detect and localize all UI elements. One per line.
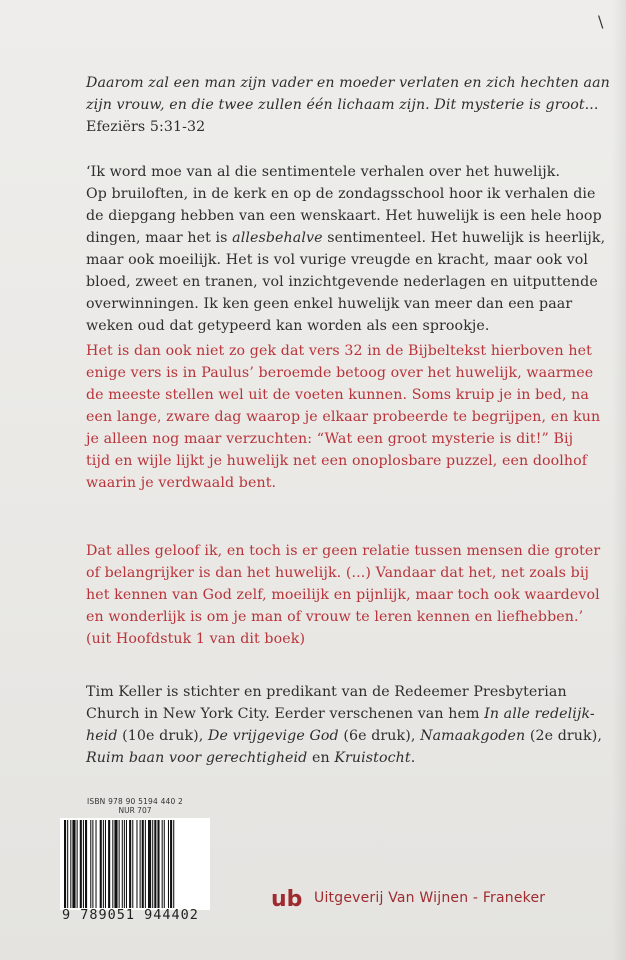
- paragraph-line: Dat alles geloof ik, en toch is er geen relatie tussen mensen die groter: [86, 543, 601, 559]
- paragraph-line: een lange, zware dag waarop je elkaar probeerde te begrijpen, en kun: [86, 409, 601, 425]
- intro-line: Daarom zal een man zijn vader en moeder verlaten en zich hechten aan: [86, 75, 610, 91]
- barcode-bar: [112, 820, 113, 908]
- intro-reference: Efeziërs 5:31-32: [86, 119, 206, 135]
- barcode-bar: [83, 820, 84, 908]
- paragraph-line: tijd en wijle lijkt je huwelijk net een onoplosbare puzzel, een doolhof: [86, 453, 588, 469]
- barcode-bar: [122, 820, 123, 908]
- barcode-bar: [90, 820, 91, 908]
- text-run: .: [410, 750, 416, 766]
- barcode-bar: [136, 820, 137, 908]
- paragraph-line: ‘Ik word moe van al die sentimentele verhalen over het huwelijk.: [86, 164, 561, 180]
- text-run: sentimenteel. Het huwelijk is heerlijk,: [322, 230, 606, 246]
- bio-line: [86, 725, 602, 747]
- barcode-block: [60, 797, 210, 923]
- book-title: Kruistocht: [334, 750, 411, 766]
- barcode-bar: [162, 820, 163, 908]
- barcode-bar: [170, 820, 172, 908]
- paragraph-line: Het is dan ook niet zo gek dat vers 32 in de Bijbeltekst hierboven het: [86, 343, 592, 359]
- text-run: (2e druk),: [525, 728, 602, 744]
- paragraph-line: de meeste stellen wel uit de voeten kunnen. Soms kruip je in bed, na: [86, 387, 589, 403]
- barcode-bar: [157, 820, 159, 908]
- spine-shadow: [612, 0, 626, 960]
- book-title: heid: [86, 728, 118, 744]
- barcode-bar: [148, 820, 151, 908]
- book-title: De vrijgevige God: [208, 728, 339, 744]
- paragraph-line: enige vers is in Paulus’ beroemde betoog over het huwelijk, waarmee: [86, 365, 594, 381]
- paragraph-1: [86, 161, 606, 337]
- bio-line: [86, 747, 586, 769]
- barcode-bar: [64, 820, 66, 908]
- barcode-bar: [140, 820, 141, 908]
- intro-quote: [86, 72, 610, 138]
- emphasis-text: allesbehalve: [232, 230, 323, 246]
- barcode-bar: [114, 820, 117, 908]
- barcode-bar: [154, 820, 156, 908]
- bio-line: [86, 703, 595, 725]
- barcode-bar: [85, 820, 87, 908]
- barcode-bar: [152, 820, 153, 908]
- paragraph-line: maar ook moeilijk. Het is vol vurige vreugde en kracht, maar ook vol: [86, 252, 589, 268]
- paragraph-line: je alleen nog maar verzuchten: “Wat een groot mysterie is dit!” Bij: [86, 431, 574, 447]
- barcode-bar: [80, 820, 82, 908]
- paragraph-line: en wonderlijk is om je man of vrouw te leren kennen en liefhebben.’: [86, 609, 584, 625]
- intro-line: zijn vrouw, en die twee zullen één lichaam zijn. Dit mysterie is groot...: [86, 97, 599, 113]
- author-bio: [86, 681, 602, 769]
- book-title: Ruim baan voor gerechtigheid: [86, 750, 308, 766]
- barcode-bar: [142, 820, 144, 908]
- paragraph-line: [86, 227, 606, 249]
- barcode-bar: [70, 820, 71, 908]
- barcode-bar: [100, 820, 102, 908]
- publisher-logo-mark: ub: [271, 887, 303, 911]
- paragraph-line: Op bruiloften, in de kerk en op de zondagsschool hoor ik verhalen die: [86, 186, 596, 202]
- publisher-logo-icon: [270, 885, 306, 911]
- corner-mark: \: [598, 12, 604, 31]
- text-run: dingen, maar het is: [86, 230, 233, 246]
- barcode-bar: [164, 820, 165, 908]
- paragraph-line: waarin je verdwaald bent.: [86, 475, 277, 491]
- paragraph-line: de diepgang hebben van een wenskaart. Het huwelijk is een hele hoop: [86, 208, 602, 224]
- text-run: (6e druk),: [338, 728, 421, 744]
- barcode-bar: [72, 820, 75, 908]
- barcode-bar: [96, 820, 97, 908]
- paragraph-2: [86, 340, 601, 494]
- publisher-name: Uitgeverij Van Wijnen - Franeker: [314, 890, 546, 906]
- barcode-bar: [105, 820, 106, 908]
- text-run: en: [307, 750, 335, 766]
- barcode-bar: [103, 820, 104, 908]
- isbn-text: ISBN 978 90 5194 440 2: [86, 797, 184, 806]
- barcode-background: [60, 818, 210, 910]
- barcode-bar: [145, 820, 146, 908]
- barcode-bar: [77, 820, 78, 908]
- barcode-bar: [119, 820, 120, 908]
- book-title: In alle redelijk-: [484, 706, 595, 722]
- barcode-bar: [67, 820, 68, 908]
- paragraph-line: bloed, zweet en tranen, vol inzichtgevende nederlagen en uitputtende: [86, 274, 598, 290]
- nur-text: NUR 707: [118, 806, 152, 815]
- barcode-bar: [132, 820, 133, 908]
- barcode-bar: [126, 820, 127, 908]
- paragraph-line: of belangrijker is dan het huwelijk. (...) Vandaar dat het, net zoals bij: [86, 565, 589, 581]
- text-run: Church in New York City. Eerder verschenen van hem: [86, 706, 485, 722]
- publisher: [270, 883, 545, 913]
- barcode-bar: [129, 820, 131, 908]
- text-run: (10e druk),: [117, 728, 209, 744]
- paragraph-line: overwinningen. Ik ken geen enkel huwelijk van meer dan een paar: [86, 296, 573, 312]
- paragraph-line: het kennen van God zelf, moeilijk en pijnlijk, maar toch ook waardevol: [86, 587, 600, 603]
- bio-line: Tim Keller is stichter en predikant van de Redeemer Presbyterian: [86, 684, 567, 700]
- barcode-bar: [108, 820, 110, 908]
- paragraph-3: [86, 540, 601, 650]
- book-title: Namaakgoden: [420, 728, 526, 744]
- barcode-bar: [168, 820, 169, 908]
- barcode-icon: [60, 818, 210, 910]
- barcode-bar: [173, 820, 174, 908]
- paragraph-line: weken oud dat getypeerd kan worden als een sprookje.: [86, 318, 490, 334]
- quote-source: (uit Hoofdstuk 1 van dit boek): [86, 631, 306, 647]
- barcode-number: 9 789051 944402: [62, 907, 199, 923]
- barcode-bar: [124, 820, 125, 908]
- barcode-bar: [92, 820, 93, 908]
